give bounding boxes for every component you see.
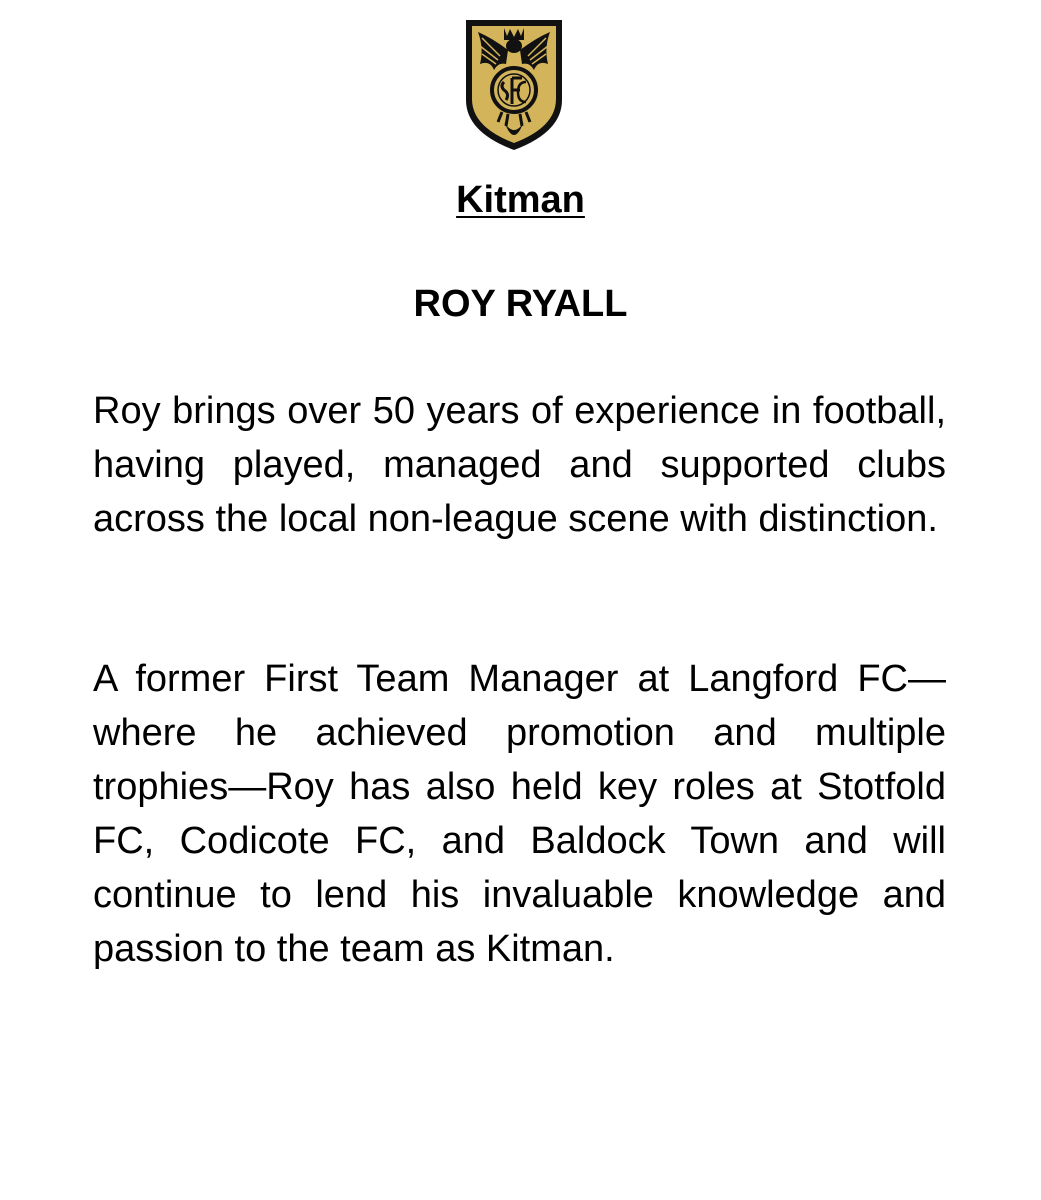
bio-paragraph-roles: A former First Team Manager at Langford FC—where he achieved promotion and multiple trophies—Roy has also held key roles at Stotfold FC, Codicote FC, and Baldock Town and will continue to lend his invaluable knowledge and passion to the team as Kitman. — [93, 658, 946, 970]
bio-paragraph-experience: Roy brings over 50 years of experience in football, having played, managed and supported clubs across the local non-league scene with distinction. — [93, 390, 946, 540]
person-name: ROY RYALL — [413, 283, 628, 325]
role-heading: Kitman — [456, 179, 585, 221]
club-crest-icon — [458, 14, 570, 154]
